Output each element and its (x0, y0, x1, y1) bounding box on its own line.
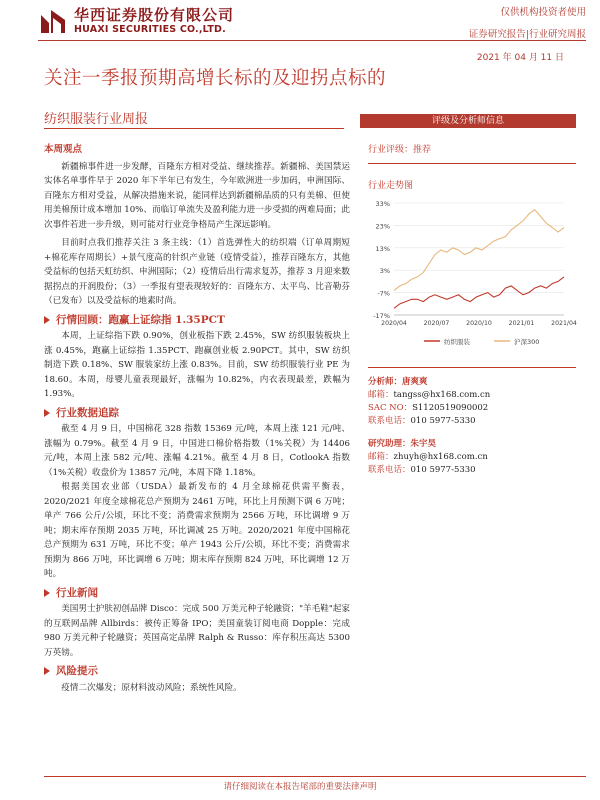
y-tick-label: -7% (377, 289, 390, 298)
company-name-en: HUAXI SECURITIES CO.,LTD. (74, 23, 226, 35)
sac-label: SAC NO： (368, 403, 413, 413)
data-heading (44, 406, 350, 421)
analyst-info (368, 376, 576, 477)
chart-title: 行业走势图 (368, 181, 414, 191)
series-line-1 (394, 210, 564, 291)
investor-note: 仅供机构投资者使用 (500, 7, 586, 18)
y-tick-label: -17% (373, 312, 390, 320)
analyst-phone: 010 5977-5330 (410, 416, 476, 426)
news-heading-text: 行业新闻 (56, 586, 98, 599)
assistant-email[interactable]: zhuyh@hx168.com.cn (393, 452, 488, 462)
data-paragraph-2: 根据美国农业部（USDA）最新发布的 4 月全球棉花供需平衡表，2020/2021 年度全球棉花总产预期为 2461 万吨，环比上月预测下调 6 万吨；单产 766 公斤/公顷，环比不变；消费需求预期为 2566 万吨，环比调增 9 万吨；期末库存预期 2035 万吨，环比调减 25 万吨。2020/2021 年度中国棉花总产预期为 631 万吨，环比不变；单产 1943 公斤/公顷，环比不变；消费需求预期为 866 万吨，环比调增 6 万吨；期末库存预期 824 万吨，环比调增 12 万吨。 (44, 482, 350, 579)
assistant-label: 研究助理： (368, 439, 411, 449)
trend-chart-svg (364, 197, 577, 357)
x-tick-label: 2021/04 (551, 320, 577, 327)
assistant-phone: 010 5977-5330 (410, 465, 476, 475)
main-content (44, 140, 350, 695)
news-paragraph: 美国男士护肤初创品牌 Disco：完成 500 万美元种子轮融资；"羊毛鞋"起家的互联网品牌 Allbirds：被传正筹备 IPO；美国童装订阅电商 Dopple：完成 980 万美元种子轮融资；英国高定品牌 Ralph & Russo：库存积压高达 5300 万英镑。 (44, 604, 350, 658)
trend-chart (364, 197, 576, 361)
y-tick-label: 33% (375, 200, 390, 208)
triangle-bullet-icon (44, 589, 50, 597)
report-type: 证券研究报告|行业研究周报 (468, 29, 586, 40)
x-tick-label: 2020/04 (381, 320, 407, 327)
analyst-name: 唐爽爽 (402, 377, 428, 387)
triangle-bullet-icon (44, 316, 50, 324)
header-right (469, 6, 586, 40)
legend-label: 沪深300 (514, 338, 540, 346)
risk-heading (44, 664, 350, 679)
report-subtitle: 纺织服装行业周报 (44, 112, 149, 127)
analyst-label: 分析师： (368, 377, 403, 387)
market-heading-text: 行情回顾：跑赢上证综指 1.35PCT (56, 313, 225, 326)
risk-paragraph: 疫情二次爆发；原材料波动风险；系统性风险。 (61, 682, 242, 693)
analyst-email[interactable]: tangss@hx168.com.cn (393, 390, 491, 400)
summary-paragraph-2: 目前时点我们推荐关注 3 条主线：（1）首选弹性大的纺织端（订单周期短+棉花库存周期长）+景气度高的针织产业链（疫情受益），推荐百隆东方，其他受益标的包括天虹纺织、申洲国际；（2）疫情后出行需求复苏，推荐 3 月迎来数据拐点的开润股份；（3）一季报有望表现较好的：百隆东方、太平鸟、比音勒芬（已发布）以及受益标的地素时尚。 (44, 238, 350, 306)
phone-label: 联系电话： (368, 416, 411, 426)
assistant-name: 朱宇昊 (410, 439, 437, 449)
analyst-divider (368, 367, 576, 368)
analyst-sac: S1120519090002 (412, 403, 489, 413)
company-logo (38, 6, 234, 36)
footer-disclaimer: 请仔细阅读在本报告尾部的重要法律声明 (223, 782, 377, 792)
summary-paragraph-1: 新疆棉事件进一步发酵，百隆东方相对受益、继续推荐。新疆棉、美国禁运实体名单事件早于 2020 年下半年已有发生，今年欧洲进一步加码，申洲国际、百隆东方相对受益，从解决措施来说，能同样达到新疆棉品质的只有美棉、但使用美棉预计成本增加 10%、而临订单流失及盈利能力进一步受损的两难局面；此次事件若进一步升级，则可能对行业竞争格局产生深远影响。 (44, 161, 350, 230)
legend-label: 纺织服装 (444, 338, 470, 346)
industry-rating (368, 142, 576, 164)
risk-heading-text: 风险提示 (56, 665, 98, 677)
y-tick-label: 23% (375, 222, 390, 231)
email-label: 邮箱： (368, 390, 394, 400)
report-title: 关注一季报预期高增长标的及迎拐点标的 (44, 68, 387, 89)
footer-divider (44, 776, 586, 777)
x-tick-label: 2021/01 (508, 320, 535, 327)
market-heading (44, 313, 350, 328)
y-tick-label: 3% (379, 267, 390, 276)
company-name-cn: 华西证券股份有限公司 (74, 5, 235, 24)
triangle-bullet-icon (44, 667, 50, 675)
phone-label: 联系电话： (368, 465, 411, 475)
summary-heading: 本周观点 (44, 144, 83, 155)
email-label: 邮箱： (368, 452, 394, 462)
header-divider (38, 40, 586, 41)
triangle-bullet-icon (44, 409, 50, 417)
rating-value: 推荐 (413, 145, 432, 155)
market-paragraph: 本周，上证综指下跌 0.90%，创业板指下跌 2.45%，SW 纺织服装板块上涨 0.45%，跑赢上证综指 1.35PCT、跑赢创业板 2.90PCT。其中，SW 纺织制造下跌 0.18%、SW 服装家纺上涨 0.83%。目前，SW 纺织服装行业 PE 为 18.60。本周，母婴儿童表现最好，涨幅为 10.82%，内衣表现最差，跌幅为 1.93%。 (44, 331, 350, 399)
sidebar-header: 评级及分析师信息 (360, 114, 576, 128)
report-date: 2021 年 04 月 11 日 (476, 53, 564, 63)
rating-label: 行业评级： (368, 145, 414, 155)
x-tick-label: 2020/07 (423, 320, 450, 327)
y-tick-label: 13% (375, 244, 390, 253)
x-tick-label: 2020/10 (466, 320, 492, 327)
data-paragraph-1: 截至 4 月 9 日，中国棉花 328 指数 15369 元/吨，本周上涨 121 元/吨、涨幅为 0.79%。截至 4 月 9 日，中国进口棉价格指数（1%关税）为 14406 元/吨，本周上涨 582 元/吨、涨幅 4.21%。截至 4 月 8 日，CotlookA 指数（1%关税）收盘价为 13857 元/吨，本周下降 1.18%。 (44, 424, 350, 478)
news-heading (44, 586, 350, 601)
sidebar (360, 114, 576, 477)
logo-icon (38, 6, 68, 36)
subtitle-divider (44, 128, 344, 129)
data-heading-text: 行业数据追踪 (56, 406, 119, 419)
